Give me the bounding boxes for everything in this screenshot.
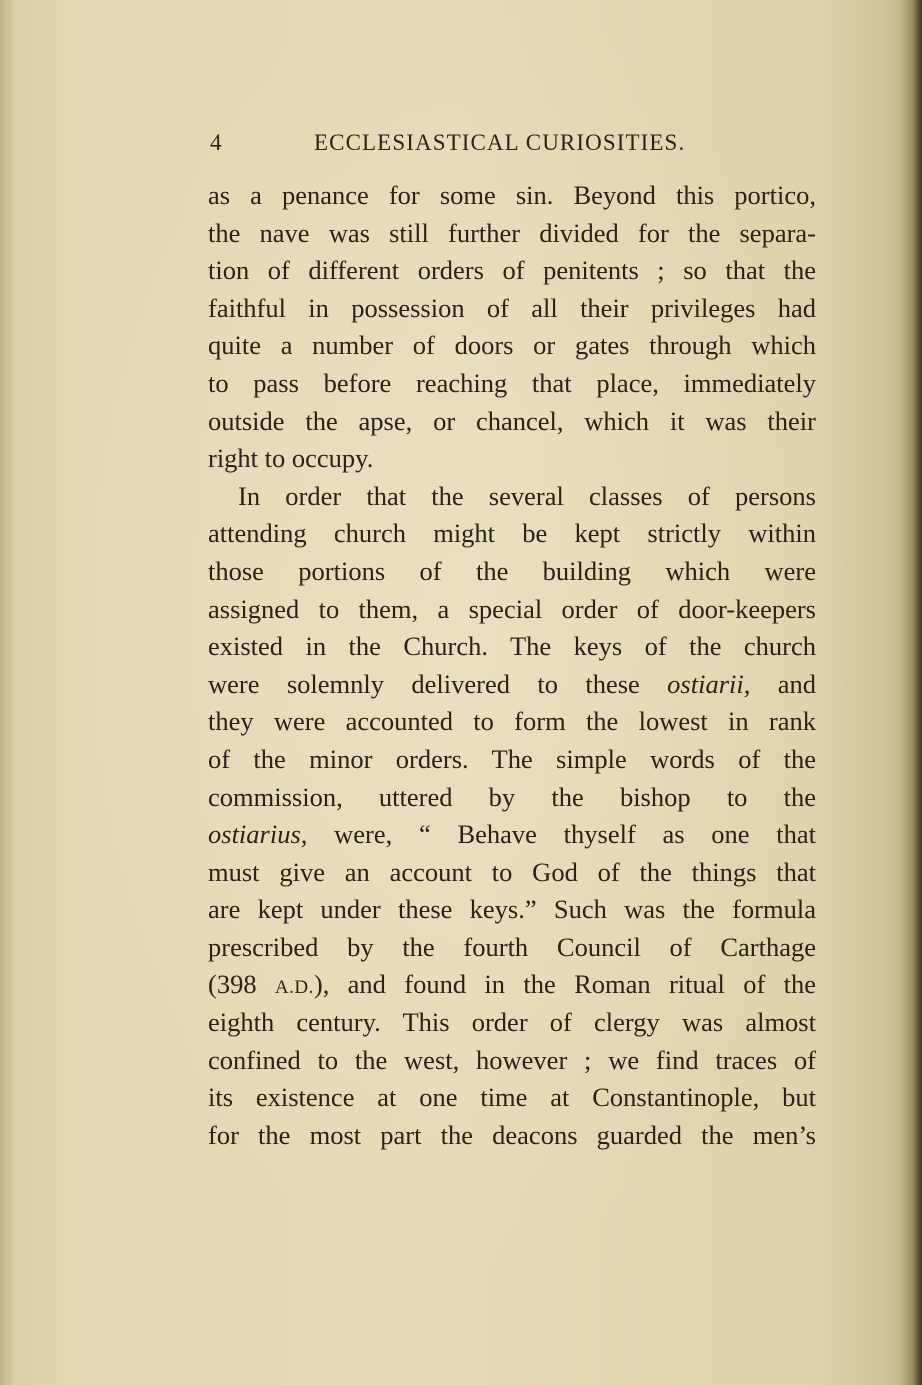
text-line-mixed <box>208 816 816 854</box>
text-line: of the minor orders. The simple words of the <box>208 743 816 774</box>
text-segment: were, “ Behave thyself as one that <box>334 819 816 850</box>
italic-term: ostiarius, <box>208 819 308 850</box>
text-line: In order that the several classes of persons <box>238 480 816 511</box>
text-line: they were accounted to form the lowest in rank <box>208 706 816 737</box>
text-segment: were solemnly delivered to these <box>208 668 668 699</box>
text-line: faithful in possession of all their privileges had <box>208 292 816 323</box>
text-line: right to occupy. <box>208 443 374 474</box>
italic-term: ostiarii, <box>667 668 751 699</box>
page-right-edge-shadow <box>900 0 922 1385</box>
text-line: outside the apse, or chancel, which it was their <box>208 405 816 436</box>
text-line: prescribed by the fourth Council of Carthage <box>208 931 816 962</box>
text-line: eighth century. This order of clergy was almost <box>208 1007 816 1038</box>
text-line: must give an account to God of the things that <box>208 856 816 887</box>
text-line: those portions of the building which were <box>208 555 816 586</box>
text-line: the nave was still further divided for the separa- <box>208 217 816 248</box>
text-segment: and <box>750 668 817 699</box>
text-segment: (398 <box>208 969 275 1000</box>
text-line: for the most part the deacons guarded the men’s <box>208 1119 816 1150</box>
page-left-edge-shadow <box>0 0 14 1385</box>
text-line: existed in the Church. The keys of the church <box>208 631 816 662</box>
text-line: to pass before reaching that place, immediately <box>208 367 816 398</box>
text-line: assigned to them, a special order of door-keepers <box>208 593 816 624</box>
text-line: are kept under these keys.” Such was the formula <box>208 894 816 925</box>
text-line: quite a number of doors or gates through which <box>208 330 816 361</box>
text-line: as a penance for some sin. Beyond this portico, <box>208 180 816 210</box>
text-line-mixed <box>208 666 816 704</box>
text-line: attending church might be kept strictly within <box>208 518 816 549</box>
page-header <box>210 130 810 164</box>
text-line: tion of different orders of penitents ; so that the <box>208 255 816 286</box>
running-head: ECCLESIASTICAL CURIOSITIES. <box>314 130 686 155</box>
text-line-mixed <box>208 966 816 1004</box>
text-segment: ), and found in the Roman ritual of the <box>313 969 817 1000</box>
page-number: 4 <box>210 130 222 155</box>
body-text <box>208 177 816 1154</box>
text-line: its existence at one time at Constantinople, but <box>208 1082 816 1113</box>
text-line: confined to the west, however ; we find traces of <box>208 1044 816 1075</box>
smallcaps-abbrev: A.D. <box>274 977 314 999</box>
text-line: commission, uttered by the bishop to the <box>208 781 816 812</box>
